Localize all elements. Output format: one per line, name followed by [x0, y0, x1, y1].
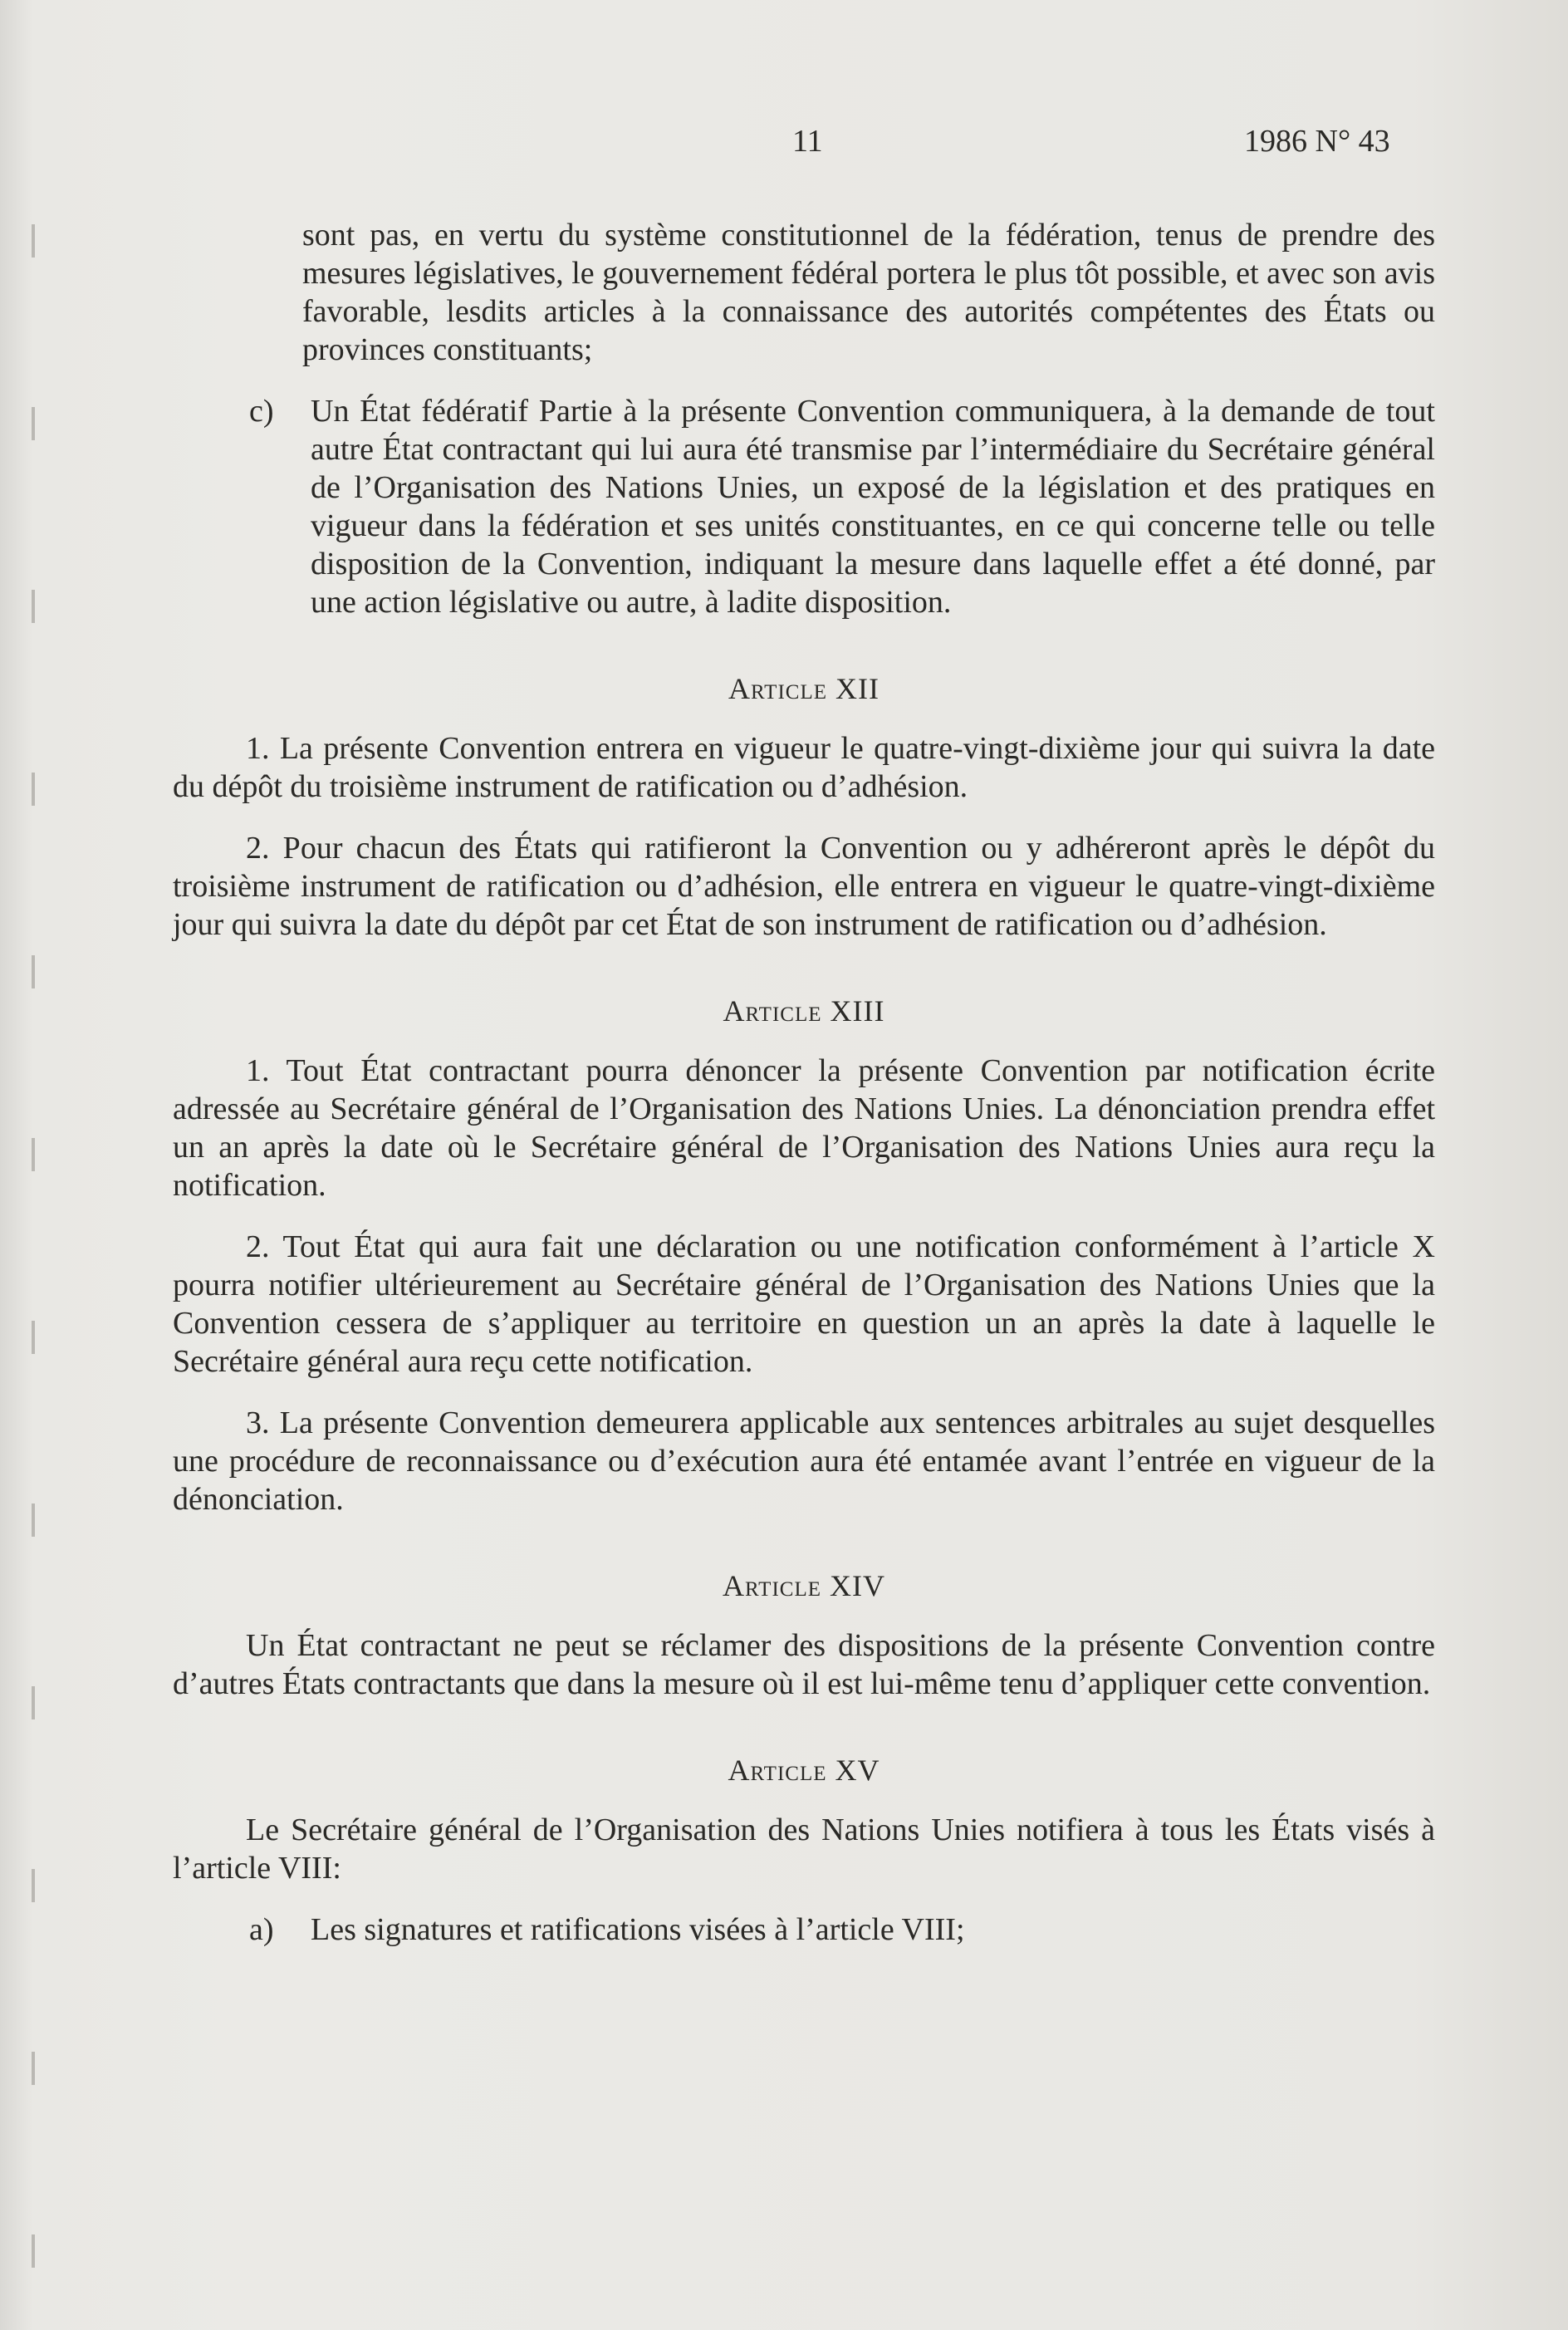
article-title-xii: Article XII: [728, 672, 880, 705]
list-item-c: [173, 392, 1435, 621]
page-number: 11: [792, 124, 823, 159]
list-item-label: a): [249, 1912, 274, 1947]
article-xii-para-2: 2. Pour chacun des États qui ratifieront la Convention ou y adhéreront après le dépôt du troisième instrument de ratification ou d’adhésion, elle entrera en vigueur le quatre-vingt-dixième jour qui suivra la date du dépôt par cet État de son instrument de ratification ou d’adhésion.: [173, 831, 1435, 942]
list-item-a: [173, 1911, 1435, 1949]
article-title-xv: Article XV: [728, 1754, 880, 1787]
list-item-text: Un État fédératif Partie à la présente Convention communiquera, à la demande de tout autre État contractant qui lui aura été transmise par l’intermédiaire du Secrétaire général de l’Organisation des Nations Unies, un exposé de la législation et des pratiques en vigueur dans la fédération et ses unités constituantes, en ce qui concerne telle ou telle disposition de la Convention, indiquant la mesure dans laquelle effet a été donné, par une action législative ou autre, à ladite disposition.: [311, 394, 1435, 620]
article-title-xiv: Article XIV: [723, 1569, 885, 1602]
article-xiii-para-1: 1. Tout État contractant pourra dénoncer la présente Convention par notification écrite adressée au Secrétaire général de l’Organisation des Nations Unies. La dénonciation prendra effet un an après la date où le Secrétaire général de l’Organisation des Nations Unies aura reçu la notification.: [173, 1053, 1435, 1203]
list-item-text: Les signatures et ratifications visées à l’article VIII;: [311, 1912, 965, 1947]
article-xiv-para-1: Un État contractant ne peut se réclamer des dispositions de la présente Convention contre d’autres États contractants que dans la mesure où il est lui-même tenu d’appliquer cette convention.: [173, 1628, 1435, 1701]
article-xiii-para-3: 3. La présente Convention demeurera applicable aux sentences arbitrales au sujet desquelles une procédure de reconnaissance ou d’exécution aura été entamée avant l’entrée en vigueur de la dénonciation.: [173, 1405, 1435, 1517]
article-title-xiii: Article XIII: [723, 994, 885, 1028]
binding-gutter-marks: [32, 125, 35, 2284]
article-xv-para-1: Le Secrétaire général de l’Organisation des Nations Unies notifiera à tous les États visés à l’article VIII:: [173, 1812, 1435, 1886]
continuation-paragraph: sont pas, en vertu du système constitutionnel de la fédération, tenus de prendre des mesures législatives, le gouvernement fédéral portera le plus tôt possible, et avec son avis favorable, lesdits articles à la connaissance des autorités compétentes des États ou provinces constituants;: [302, 218, 1435, 367]
document-body: [173, 216, 1435, 1949]
article-xiii-para-2: 2. Tout État qui aura fait une déclaration ou une notification conformément à l’article X pourra notifier ultérieurement au Secrétaire général de l’Organisation des Nations Unies que la Convention cessera de s’appliquer au territoire en question un an après la date à laquelle le Secrétaire général aura reçu cette notification.: [173, 1229, 1435, 1379]
header-year-number: 1986 N° 43: [1244, 124, 1390, 159]
list-item-label: c): [249, 394, 274, 429]
article-xii-para-1: 1. La présente Convention entrera en vigueur le quatre-vingt-dixième jour qui suivra la date du dépôt du troisième instrument de ratification ou d’adhésion.: [173, 731, 1435, 804]
page-header: [0, 123, 1568, 173]
